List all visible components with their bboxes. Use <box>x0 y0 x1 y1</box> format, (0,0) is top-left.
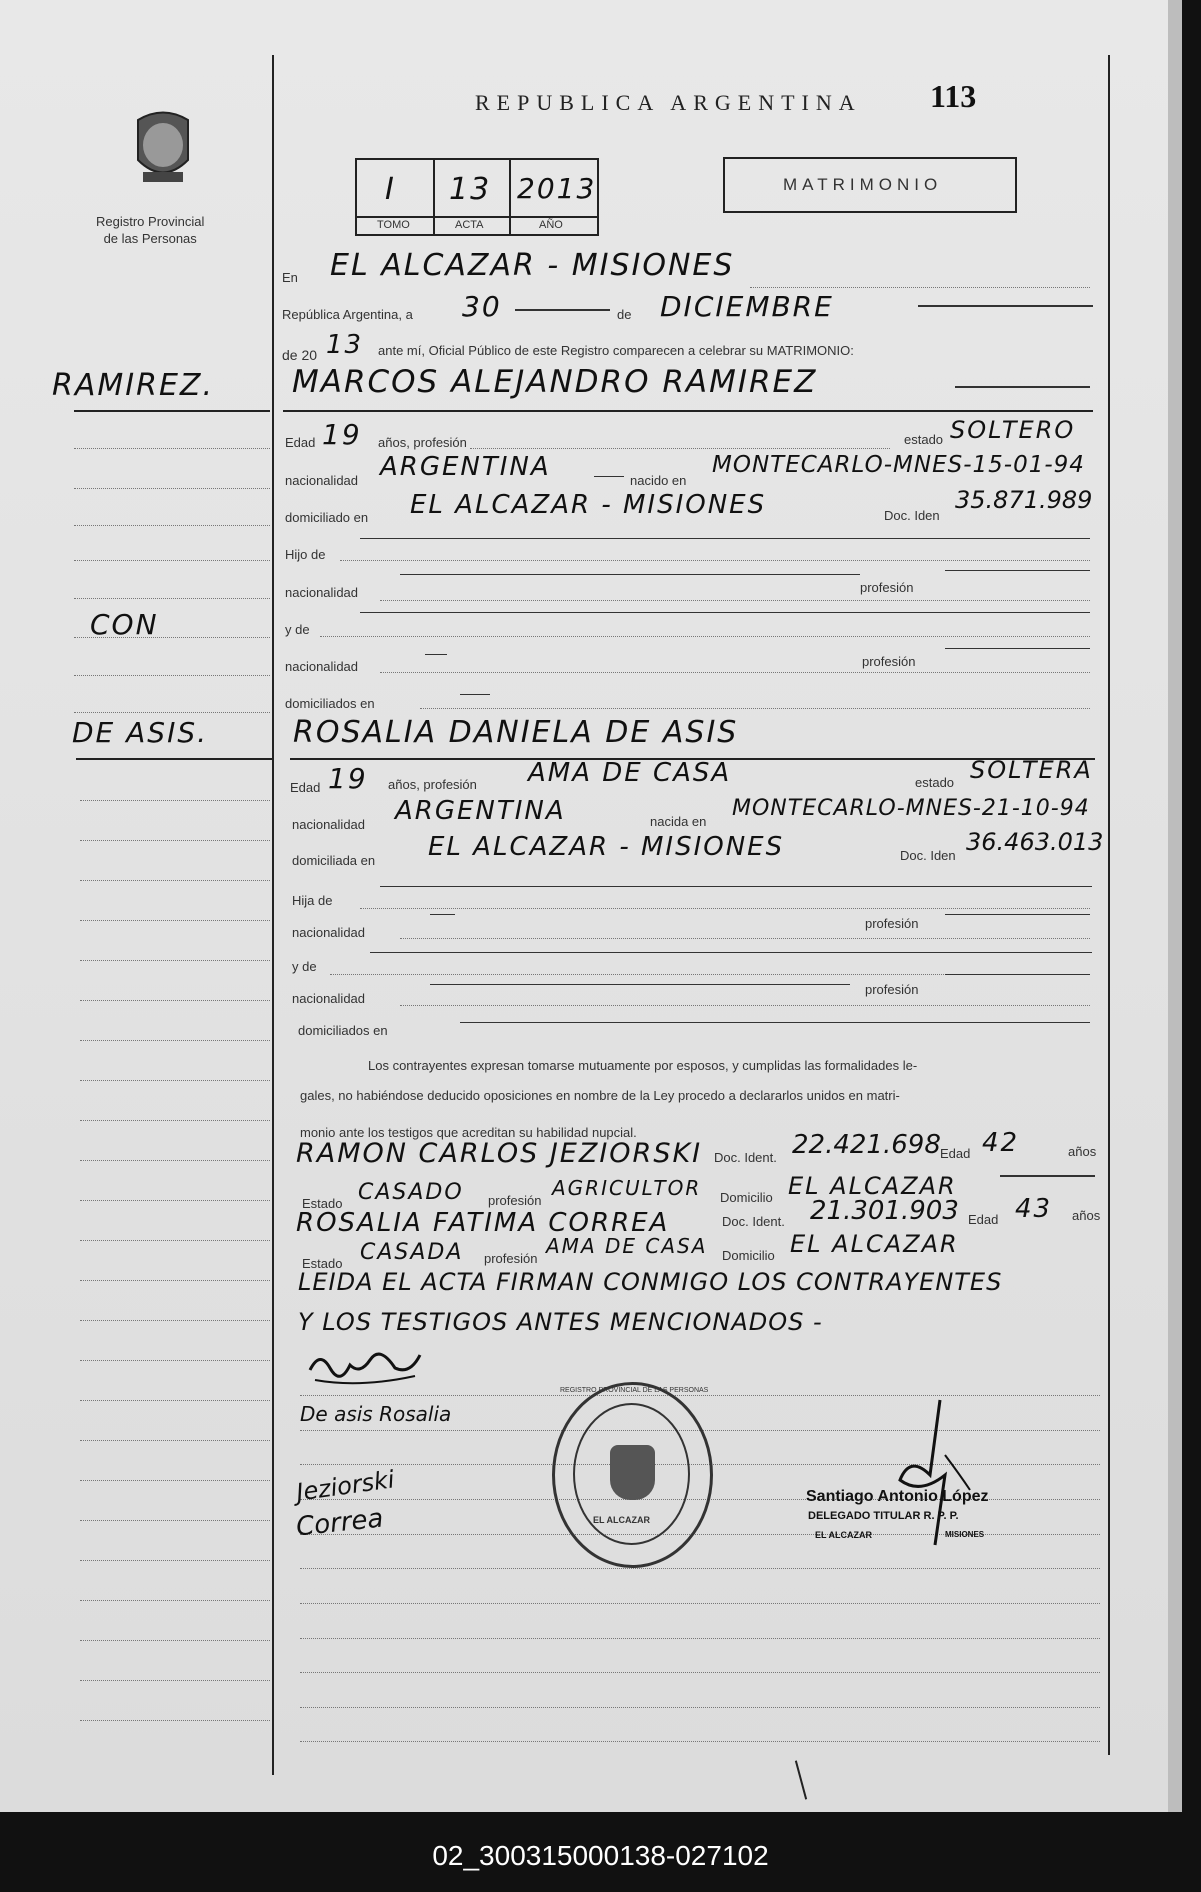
rule <box>370 952 1092 953</box>
rule <box>74 448 270 450</box>
bride-estado: SOLTERA <box>970 756 1093 784</box>
bride-hija-label: Hija de <box>292 893 333 908</box>
statement: ante mí, Oficial Público de este Registro comparecen a celebrar su MATRIMONIO: <box>378 343 854 358</box>
rule <box>380 672 1090 674</box>
witness1-doc: 22.421.698 <box>792 1130 941 1160</box>
witness1-name: RAMON CARLOS JEZIORSKI <box>296 1138 703 1169</box>
rule <box>76 758 272 760</box>
rule <box>300 1672 1100 1674</box>
rule <box>945 974 1090 975</box>
witness2-age: 43 <box>1015 1194 1053 1224</box>
rule <box>80 1280 270 1282</box>
de-label: de <box>617 307 632 322</box>
rule <box>80 1080 270 1082</box>
witness-signature-2: Correa <box>294 1503 385 1543</box>
left-margin-rule <box>272 55 274 1775</box>
rule <box>380 886 1092 887</box>
rule <box>80 920 270 922</box>
rule <box>80 1680 270 1682</box>
rule <box>380 600 1090 602</box>
rule <box>283 410 1093 412</box>
groom-birth: MONTECARLO-MNES-15-01-94 <box>712 452 1085 478</box>
groom-nacido-label: nacido en <box>630 473 687 488</box>
year-prefix: de 20 <box>282 347 318 363</box>
groom-profesion-label: años, profesión <box>378 435 467 450</box>
witness2-estado-label: Estado <box>302 1256 343 1271</box>
witness-signature-1: Jeziorski <box>294 1465 397 1507</box>
rule <box>515 309 610 311</box>
groom-nacionalidad-label: nacionalidad <box>285 473 359 488</box>
bride-nac2-label: nacionalidad <box>292 991 366 1006</box>
rule <box>300 1568 1100 1570</box>
margin-bride-surname: DE ASIS. <box>72 716 209 749</box>
page-number: 113 <box>930 78 977 114</box>
declaration-line1: Los contrayentes expresan tomarse mutuamente por esposos, y cumplidas las formalidades le- <box>368 1058 918 1073</box>
bride-domicilio: EL ALCAZAR - MISIONES <box>428 832 785 862</box>
rule <box>80 1640 270 1642</box>
official-seal <box>552 1382 713 1568</box>
bride-yde-label: y de <box>292 959 317 974</box>
margin-groom-surname: RAMIREZ. <box>52 368 214 403</box>
witness1-profesion-label: profesión <box>488 1193 542 1208</box>
country-heading: REPUBLICA ARGENTINA <box>475 90 862 115</box>
rule <box>74 525 270 527</box>
groom-prof2-label: profesión <box>862 654 916 669</box>
rule <box>1000 1175 1095 1177</box>
bride-name: ROSALIA DANIELA DE ASIS <box>293 715 739 750</box>
groom-nac-label: nacionalidad <box>285 585 359 600</box>
bride-prof-label: profesión <box>865 916 919 931</box>
rule <box>74 712 270 714</box>
witness1-doc-label: Doc. Ident. <box>714 1150 777 1165</box>
rule <box>340 560 1090 562</box>
rule <box>360 538 1090 539</box>
bride-estado-label: estado <box>915 775 955 790</box>
rule <box>80 1240 270 1242</box>
registry-label: Registro Provincial de las Personas <box>96 214 205 246</box>
tomo-value: I <box>385 172 396 207</box>
rule <box>425 654 447 655</box>
provincial-emblem-icon <box>118 100 208 200</box>
rule <box>400 938 1090 940</box>
witness2-doc: 21.301.903 <box>810 1196 959 1226</box>
rule <box>400 1005 1090 1007</box>
rule <box>80 1320 270 1322</box>
bride-prof2-label: profesión <box>865 982 919 997</box>
groom-domicilio: EL ALCAZAR - MISIONES <box>410 490 767 520</box>
closing-line1: LEIDA EL ACTA FIRMAN CONMIGO LOS CONTRAYENTES <box>298 1268 1003 1296</box>
bride-doc: 36.463.013 <box>966 828 1104 856</box>
witness1-profesion: AGRICULTOR <box>552 1176 702 1200</box>
rule <box>74 488 270 490</box>
rule <box>420 708 1090 710</box>
groom-domicilio-label: domiciliado en <box>285 510 369 525</box>
groom-age: 19 <box>322 418 362 451</box>
rule <box>74 675 270 677</box>
witness2-estado: CASADA <box>360 1240 464 1265</box>
officer-province: MISIONES <box>945 1530 985 1539</box>
rule <box>460 694 490 695</box>
rule <box>74 410 270 412</box>
document-type-box <box>723 157 1017 213</box>
rule <box>460 1022 1090 1023</box>
groom-nac2-label: nacionalidad <box>285 659 359 674</box>
rule <box>80 1720 270 1722</box>
closing-line2: Y LOS TESTIGOS ANTES MENCIONADOS - <box>298 1308 823 1336</box>
seal-emblem-icon <box>610 1445 655 1500</box>
rule <box>918 305 1093 307</box>
witness2-doc-label: Doc. Ident. <box>722 1214 785 1229</box>
bride-age: 19 <box>328 762 368 795</box>
place-value: EL ALCAZAR - MISIONES <box>330 248 735 283</box>
groom-hijo-label: Hijo de <box>285 547 326 562</box>
witness1-age: 42 <box>982 1128 1020 1158</box>
rule <box>80 1600 270 1602</box>
witness2-domicilio: EL ALCAZAR <box>790 1230 959 1258</box>
rule <box>80 1520 270 1522</box>
acta-label: ACTA <box>455 219 484 231</box>
en-label: En <box>282 270 298 285</box>
bride-domiciliados-label: domiciliados en <box>298 1023 388 1038</box>
rule <box>74 560 270 562</box>
margin-con: CON <box>90 608 159 641</box>
rule <box>430 984 850 985</box>
officer-title: DELEGADO TITULAR R. P. P. <box>808 1510 959 1522</box>
witness2-profesion: AMA DE CASA <box>546 1234 708 1258</box>
rule <box>360 612 1090 613</box>
ano-value: 2013 <box>517 172 597 205</box>
document-type: MATRIMONIO <box>783 175 943 194</box>
rule <box>80 1360 270 1362</box>
witness2-name: ROSALIA FATIMA CORREA <box>296 1208 670 1238</box>
rule <box>320 636 1090 638</box>
rule <box>470 448 890 450</box>
rule <box>80 1560 270 1562</box>
rule <box>80 1200 270 1202</box>
rule <box>300 1638 1100 1640</box>
rule <box>945 914 1090 915</box>
witness2-domicilio-label: Domicilio <box>722 1248 775 1263</box>
rule <box>80 960 270 962</box>
officer-name: Santiago Antonio López <box>806 1488 989 1505</box>
groom-edad-label: Edad <box>285 435 316 450</box>
seal-city: EL ALCAZAR <box>593 1515 650 1525</box>
rule <box>80 1160 270 1162</box>
groom-prof-label: profesión <box>860 580 914 595</box>
rule <box>80 840 270 842</box>
groom-domiciliados-label: domiciliados en <box>285 696 375 711</box>
rule <box>80 1480 270 1482</box>
rule <box>360 908 1090 910</box>
bride-birth: MONTECARLO-MNES-21-10-94 <box>732 796 1090 821</box>
rule <box>80 1040 270 1042</box>
officer-city: EL ALCAZAR <box>815 1530 872 1540</box>
bride-doc-label: Doc. Iden <box>900 848 956 863</box>
witness2-profesion-label: profesión <box>484 1251 538 1266</box>
groom-estado-label: estado <box>904 432 944 447</box>
year-suffix: 13 <box>326 330 364 360</box>
bride-nacionalidad: ARGENTINA <box>395 796 566 826</box>
rule <box>300 1603 1100 1605</box>
witness1-anos-label: años <box>1068 1144 1097 1159</box>
rule <box>80 800 270 802</box>
bride-signature: De asis Rosalia <box>300 1402 452 1426</box>
bride-profesion: AMA DE CASA <box>528 758 732 788</box>
rule <box>955 386 1090 388</box>
rule <box>945 648 1090 649</box>
witness2-anos-label: años <box>1072 1208 1101 1223</box>
bride-profesion-label: años, profesión <box>388 777 477 792</box>
groom-name: MARCOS ALEJANDRO RAMIREZ <box>292 364 818 400</box>
footer-code: 02_300315000138-027102 <box>432 1840 769 1871</box>
witness1-domicilio-label: Domicilio <box>720 1190 773 1205</box>
witness1-edad-label: Edad <box>940 1146 971 1161</box>
seal-text: REGISTRO PROVINCIAL DE LAS PERSONAS <box>560 1387 709 1394</box>
witness1-domicilio: EL ALCAZAR <box>788 1172 957 1200</box>
bride-nacionalidad-label: nacionalidad <box>292 817 366 832</box>
bride-nacida-label: nacida en <box>650 814 707 829</box>
rule <box>750 287 1090 289</box>
groom-estado: SOLTERO <box>950 416 1076 444</box>
republica-label: República Argentina, a <box>282 307 413 322</box>
rule <box>945 570 1090 571</box>
groom-signature-icon <box>300 1340 430 1390</box>
bride-nac-label: nacionalidad <box>292 925 366 940</box>
tomo-acta-ano-box <box>355 158 599 236</box>
declaration-line2: gales, no habiéndose deducido oposiciones en nombre de la Ley procedo a declararlos unidos en matri- <box>300 1088 900 1103</box>
rule <box>80 1440 270 1442</box>
rule <box>430 914 455 915</box>
groom-yde-label: y de <box>285 622 310 637</box>
acta-value: 13 <box>449 172 492 207</box>
declaration-line3: monio ante los testigos que acreditan su habilidad nupcial. <box>300 1125 637 1140</box>
stray-mark <box>795 1760 807 1799</box>
groom-doc: 35.871.989 <box>955 486 1093 514</box>
rule <box>74 598 270 600</box>
right-margin-rule <box>1108 55 1110 1755</box>
witness2-edad-label: Edad <box>968 1212 999 1227</box>
rule <box>80 1400 270 1402</box>
rule <box>80 1120 270 1122</box>
officer-signature-icon <box>870 1395 990 1565</box>
rule <box>80 880 270 882</box>
rule <box>594 476 624 477</box>
rule <box>400 574 860 575</box>
page-edge <box>1168 0 1182 1812</box>
groom-doc-label: Doc. Iden <box>884 508 940 523</box>
rule <box>80 1000 270 1002</box>
bride-edad-label: Edad <box>290 780 321 795</box>
tomo-label: TOMO <box>377 219 410 231</box>
witness1-estado-label: Estado <box>302 1196 343 1211</box>
day-value: 30 <box>462 290 502 323</box>
witness1-estado: CASADO <box>358 1180 464 1205</box>
ano-label: AÑO <box>539 219 563 231</box>
groom-nacionalidad: ARGENTINA <box>380 452 551 482</box>
rule <box>300 1741 1100 1743</box>
month-value: DICIEMBRE <box>660 290 834 323</box>
bride-domicilio-label: domiciliada en <box>292 853 376 868</box>
rule <box>300 1707 1100 1709</box>
